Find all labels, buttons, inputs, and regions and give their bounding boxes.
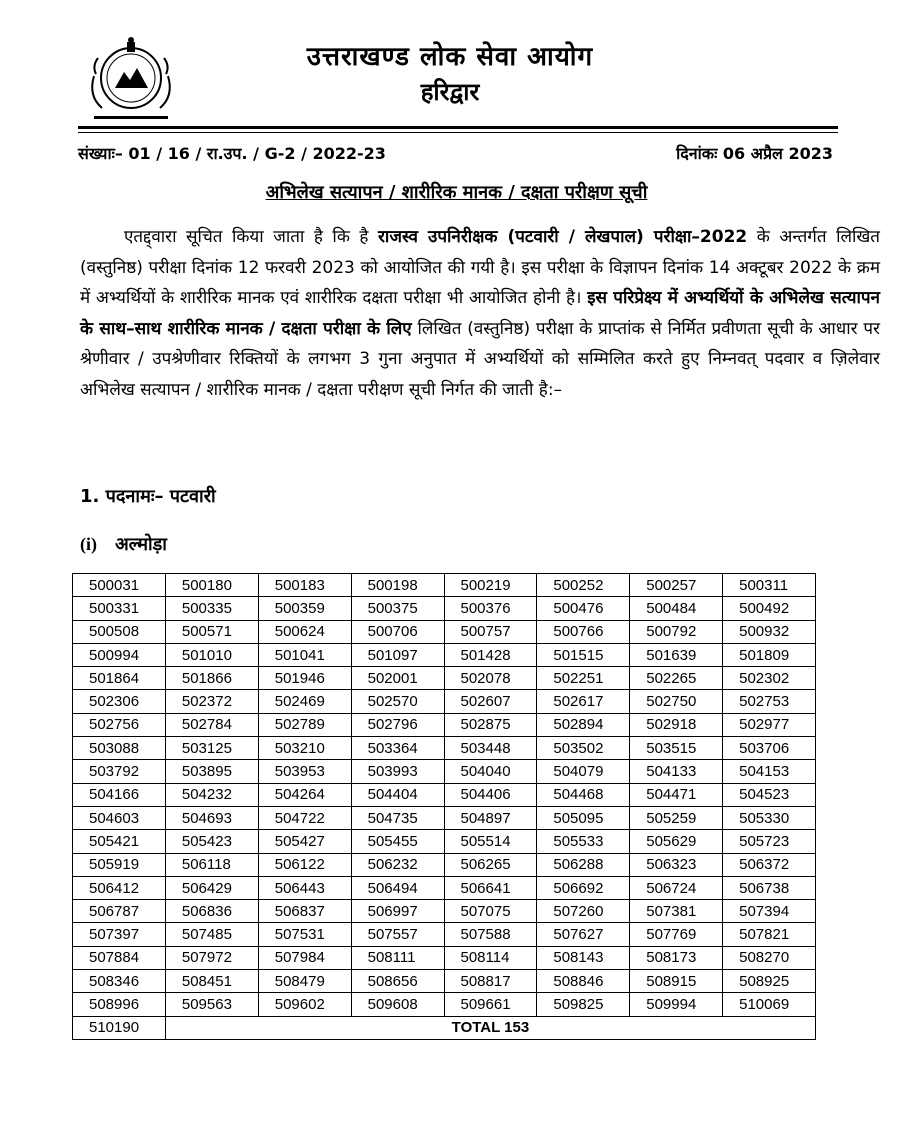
roll-cell: 505455 — [351, 830, 444, 853]
roll-cell: 506837 — [258, 900, 351, 923]
roll-cell: 500183 — [258, 574, 351, 597]
table-row — [73, 690, 816, 713]
roll-cell: 501041 — [258, 643, 351, 666]
roll-cell: 504153 — [723, 760, 816, 783]
roll-cell: 506372 — [723, 853, 816, 876]
roll-cell: 506323 — [630, 853, 723, 876]
district-title — [80, 532, 167, 556]
table-row — [73, 876, 816, 899]
roll-cell: 502894 — [537, 713, 630, 736]
roll-cell: 503792 — [73, 760, 166, 783]
roll-cell: 505723 — [723, 830, 816, 853]
roll-cell: 500766 — [537, 620, 630, 643]
roll-cell: 500757 — [444, 620, 537, 643]
table-row — [73, 667, 816, 690]
table-row — [73, 713, 816, 736]
roll-cell: 510190 — [73, 1016, 166, 1039]
roll-cell: 504523 — [723, 783, 816, 806]
roll-cell: 507075 — [444, 900, 537, 923]
roll-cell: 507588 — [444, 923, 537, 946]
roll-cell: 503502 — [537, 737, 630, 760]
reference-number: संख्याः– 01 / 16 / रा.उप. / G-2 / 2022-23 — [78, 144, 386, 163]
roll-cell: 500994 — [73, 643, 166, 666]
table-row — [73, 993, 816, 1016]
roll-cell: 505919 — [73, 853, 166, 876]
roll-cell: 500331 — [73, 597, 166, 620]
roll-cell: 502251 — [537, 667, 630, 690]
table-row — [73, 574, 816, 597]
notice-date: दिनांकः 06 अप्रैल 2023 — [676, 144, 833, 163]
roll-cell: 504406 — [444, 783, 537, 806]
roll-cell: 502753 — [723, 690, 816, 713]
roll-cell: 502265 — [630, 667, 723, 690]
roll-cell: 509661 — [444, 993, 537, 1016]
roll-cell: 506641 — [444, 876, 537, 899]
roll-cell: 507972 — [165, 946, 258, 969]
total-count: TOTAL 153 — [165, 1016, 815, 1039]
para-part-1: एतद्द्वारा सूचित किया जाता है कि है — [124, 227, 378, 247]
roll-cell: 507627 — [537, 923, 630, 946]
roll-cell: 506997 — [351, 900, 444, 923]
roll-cell: 502302 — [723, 667, 816, 690]
roll-cell: 505095 — [537, 806, 630, 829]
roll-cell: 501866 — [165, 667, 258, 690]
table-row-total — [73, 1016, 816, 1039]
para-exam-name: राजस्व उपनिरीक्षक (पटवारी / लेखपाल) परीक्षा–2022 — [377, 227, 748, 247]
para-emphasis: इस परिप्रेक्ष्य में अभ्यर्थियों के अभिलेख सत्यापन के साथ–साथ शारीरिक मानक / दक्षता परीक्षा के लिए — [80, 288, 880, 339]
roll-cell: 504897 — [444, 806, 537, 829]
roll-cell: 504735 — [351, 806, 444, 829]
table-row — [73, 923, 816, 946]
roll-cell: 502001 — [351, 667, 444, 690]
roll-cell: 506265 — [444, 853, 537, 876]
roll-cell: 506118 — [165, 853, 258, 876]
roll-cell: 502918 — [630, 713, 723, 736]
roll-cell: 504040 — [444, 760, 537, 783]
roll-cell: 509602 — [258, 993, 351, 1016]
table-row — [73, 946, 816, 969]
roll-cell: 504471 — [630, 783, 723, 806]
roll-cell: 502875 — [444, 713, 537, 736]
roll-cell: 506724 — [630, 876, 723, 899]
roll-cell: 508270 — [723, 946, 816, 969]
roll-cell: 506288 — [537, 853, 630, 876]
table-row — [73, 900, 816, 923]
roll-cell: 501010 — [165, 643, 258, 666]
table-row — [73, 830, 816, 853]
roll-cell: 505423 — [165, 830, 258, 853]
roll-cell: 506836 — [165, 900, 258, 923]
roll-cell: 506494 — [351, 876, 444, 899]
roll-cell: 508451 — [165, 970, 258, 993]
roll-cell: 504166 — [73, 783, 166, 806]
roll-cell: 505533 — [537, 830, 630, 853]
roll-cell: 500484 — [630, 597, 723, 620]
roll-cell: 500198 — [351, 574, 444, 597]
roll-cell: 504404 — [351, 783, 444, 806]
district-index: (i) — [80, 534, 97, 554]
table-row — [73, 853, 816, 876]
roll-number-table — [72, 573, 816, 1040]
header-rule-thick — [78, 126, 838, 129]
roll-cell: 501864 — [73, 667, 166, 690]
roll-cell: 508915 — [630, 970, 723, 993]
roll-cell: 508479 — [258, 970, 351, 993]
table-row — [73, 970, 816, 993]
roll-cell: 500180 — [165, 574, 258, 597]
roll-cell: 503125 — [165, 737, 258, 760]
roll-cell: 502784 — [165, 713, 258, 736]
roll-cell: 503364 — [351, 737, 444, 760]
roll-cell: 502570 — [351, 690, 444, 713]
roll-cell: 505259 — [630, 806, 723, 829]
roll-cell: 502617 — [537, 690, 630, 713]
organization-location: हरिद्वार — [420, 78, 480, 106]
roll-cell: 500257 — [630, 574, 723, 597]
roll-cell: 502789 — [258, 713, 351, 736]
roll-cell: 507984 — [258, 946, 351, 969]
roll-cell: 500792 — [630, 620, 723, 643]
roll-cell: 503953 — [258, 760, 351, 783]
roll-cell: 500476 — [537, 597, 630, 620]
roll-cell: 504468 — [537, 783, 630, 806]
roll-cell: 504603 — [73, 806, 166, 829]
roll-cell: 506443 — [258, 876, 351, 899]
roll-cell: 500252 — [537, 574, 630, 597]
roll-cell: 503706 — [723, 737, 816, 760]
roll-cell: 504133 — [630, 760, 723, 783]
table-row — [73, 597, 816, 620]
roll-cell: 508846 — [537, 970, 630, 993]
roll-cell: 502078 — [444, 667, 537, 690]
roll-cell: 501428 — [444, 643, 537, 666]
table-row — [73, 737, 816, 760]
roll-cell: 509994 — [630, 993, 723, 1016]
roll-cell: 501097 — [351, 643, 444, 666]
roll-cell: 500571 — [165, 620, 258, 643]
roll-cell: 508114 — [444, 946, 537, 969]
roll-cell: 500031 — [73, 574, 166, 597]
roll-cell: 506787 — [73, 900, 166, 923]
post-section-title: 1. पदनामः– पटवारी — [80, 486, 216, 507]
roll-cell: 508173 — [630, 946, 723, 969]
roll-cell: 507381 — [630, 900, 723, 923]
roll-cell: 502977 — [723, 713, 816, 736]
roll-cell: 508143 — [537, 946, 630, 969]
roll-cell: 506122 — [258, 853, 351, 876]
roll-cell: 507397 — [73, 923, 166, 946]
roll-cell: 504264 — [258, 783, 351, 806]
roll-cell: 503895 — [165, 760, 258, 783]
table-row — [73, 643, 816, 666]
para-part-2: के अन्तर्गत लिखित (वस्तुनिष्ठ) परीक्षा दिनांक 12 फरवरी 2023 को आयोजित की गयी है। इस परीक्षा के विज्ञापन दिनांक 14 अक्टूबर 2022 के क्रम में अभ्यर्थियों के शारीरिक मानक एवं शारीरिक दक्षता परीक्षा भी आयोजित होनी है। — [80, 227, 880, 308]
roll-cell: 501639 — [630, 643, 723, 666]
roll-cell: 506429 — [165, 876, 258, 899]
roll-cell: 503210 — [258, 737, 351, 760]
table-row — [73, 806, 816, 829]
roll-cell: 507394 — [723, 900, 816, 923]
roll-cell: 500335 — [165, 597, 258, 620]
roll-cell: 508346 — [73, 970, 166, 993]
roll-cell: 507821 — [723, 923, 816, 946]
roll-cell: 509563 — [165, 993, 258, 1016]
roll-cell: 500932 — [723, 620, 816, 643]
roll-cell: 500359 — [258, 597, 351, 620]
roll-cell: 500706 — [351, 620, 444, 643]
roll-cell: 502750 — [630, 690, 723, 713]
organization-name: उत्तराखण्ड लोक सेवा आयोग — [306, 42, 594, 72]
table-row — [73, 760, 816, 783]
roll-cell: 501946 — [258, 667, 351, 690]
roll-cell: 507557 — [351, 923, 444, 946]
roll-cell: 506232 — [351, 853, 444, 876]
roll-cell: 504722 — [258, 806, 351, 829]
roll-cell: 504232 — [165, 783, 258, 806]
roll-cell: 504079 — [537, 760, 630, 783]
roll-cell: 507260 — [537, 900, 630, 923]
roll-cell: 508996 — [73, 993, 166, 1016]
roll-cell: 503448 — [444, 737, 537, 760]
roll-cell: 505514 — [444, 830, 537, 853]
roll-cell: 501515 — [537, 643, 630, 666]
roll-cell: 505427 — [258, 830, 351, 853]
roll-cell: 502372 — [165, 690, 258, 713]
roll-cell: 505330 — [723, 806, 816, 829]
roll-cell: 500219 — [444, 574, 537, 597]
header-rule-thin — [78, 132, 838, 133]
commission-emblem-logo — [82, 36, 180, 122]
para-part-3: लिखित (वस्तुनिष्ठ) परीक्षा के प्राप्तांक से निर्मित प्रवीणता सूची के आधार पर श्रेणीवार / उपश्रेणीवार रिक्तियों के लगभग 3 गुना अनुपात में अभ्यर्थियों को सम्मिलित करते हुए निम्नवत् पदवार व ज़िलेवार अभिलेख सत्यापन / शारीरिक मानक / दक्षता परीक्षण सूची निर्गत की जाती है:– — [80, 318, 881, 400]
roll-cell: 502796 — [351, 713, 444, 736]
roll-cell: 506412 — [73, 876, 166, 899]
roll-cell: 500311 — [723, 574, 816, 597]
roll-cell: 508656 — [351, 970, 444, 993]
roll-cell: 503515 — [630, 737, 723, 760]
district-name: अल्मोड़ा — [115, 534, 167, 555]
roll-cell: 501809 — [723, 643, 816, 666]
roll-cell: 502469 — [258, 690, 351, 713]
roll-cell: 507884 — [73, 946, 166, 969]
roll-cell: 503993 — [351, 760, 444, 783]
roll-cell: 500492 — [723, 597, 816, 620]
roll-cell: 502756 — [73, 713, 166, 736]
notice-paragraph — [80, 222, 880, 405]
roll-cell: 504693 — [165, 806, 258, 829]
roll-cell: 505421 — [73, 830, 166, 853]
roll-cell: 509608 — [351, 993, 444, 1016]
roll-cell: 507769 — [630, 923, 723, 946]
roll-cell: 508817 — [444, 970, 537, 993]
roll-cell: 505629 — [630, 830, 723, 853]
roll-cell: 507531 — [258, 923, 351, 946]
roll-cell: 507485 — [165, 923, 258, 946]
roll-cell: 506738 — [723, 876, 816, 899]
notice-heading — [0, 180, 913, 204]
roll-cell: 506692 — [537, 876, 630, 899]
roll-cell: 500376 — [444, 597, 537, 620]
roll-cell: 500375 — [351, 597, 444, 620]
roll-cell: 508925 — [723, 970, 816, 993]
roll-cell: 500624 — [258, 620, 351, 643]
table-row — [73, 783, 816, 806]
roll-cell: 510069 — [723, 993, 816, 1016]
notice-heading-text: अभिलेख सत्यापन / शारीरिक मानक / दक्षता परीक्षण सूची — [265, 182, 648, 203]
roll-cell: 502607 — [444, 690, 537, 713]
roll-cell: 502306 — [73, 690, 166, 713]
roll-cell: 508111 — [351, 946, 444, 969]
roll-cell: 500508 — [73, 620, 166, 643]
roll-cell: 509825 — [537, 993, 630, 1016]
roll-cell: 503088 — [73, 737, 166, 760]
table-row — [73, 620, 816, 643]
